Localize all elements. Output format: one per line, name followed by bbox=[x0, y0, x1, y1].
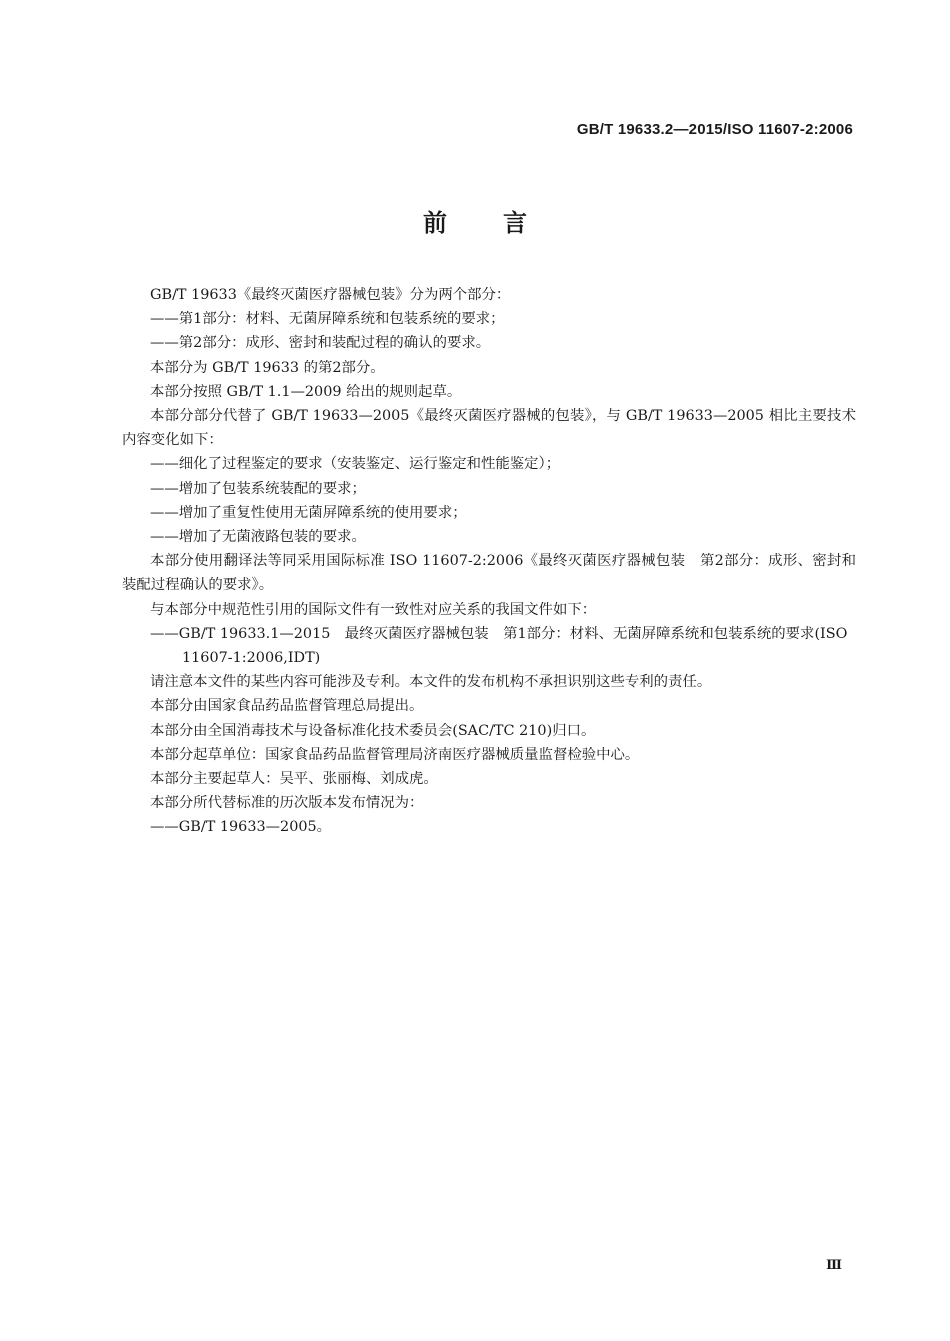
paragraph-normative-references: 与本部分中规范性引用的国际文件有一致性对应关系的我国文件如下： bbox=[150, 601, 597, 618]
list-item-change-4: ——增加了无菌液路包装的要求。 bbox=[150, 529, 366, 546]
paragraph-proposed-by: 本部分由国家食品药品监督管理总局提出。 bbox=[150, 698, 424, 715]
standard-number-header: GB/T 19633.2—2015/ISO 11607-2:2006 bbox=[576, 121, 853, 138]
list-item-part-2: ——第2部分：成形、密封和装配过程的确认的要求。 bbox=[150, 335, 491, 352]
paragraph-parts-intro: GB/T 19633《最终灭菌医疗器械包装》分为两个部分： bbox=[150, 287, 511, 303]
paragraph-translation-method: 本部分使用翻译法等同采用国际标准 ISO 11607-2:2006《最终灭菌医疗器械包装 第2部分：成形、密封和装配过程确认的要求》。 bbox=[122, 553, 856, 594]
foreword-body bbox=[122, 283, 856, 840]
paragraph-previous-editions: 本部分所代替标准的历次版本发布情况为： bbox=[150, 795, 424, 812]
list-item-change-3: ——增加了重复性使用无菌屏障系统的使用要求； bbox=[150, 504, 467, 521]
paragraph-this-part: 本部分为 GB/T 19633 的第2部分。 bbox=[150, 359, 385, 376]
paragraph-replaces: 本部分部分代替了 GB/T 19633—2005《最终灭菌医疗器械的包装》，与 GB/T 19633—2005 相比主要技术内容变化如下： bbox=[122, 408, 856, 449]
page-number: Ⅲ bbox=[826, 1258, 842, 1273]
paragraph-drafters: 本部分主要起草人：吴平、张丽梅、刘成虎。 bbox=[150, 771, 438, 788]
list-item-change-2: ——增加了包装系统装配的要求； bbox=[150, 480, 366, 497]
list-item-reference-1: ——GB/T 19633.1—2015 最终灭菌医疗器械包装 第1部分：材料、无菌屏障系统和包装系统的要求(ISO 11607-1:2006,IDT) bbox=[150, 625, 848, 667]
title-char-2: 言 bbox=[503, 209, 527, 237]
list-item-change-1: ——细化了过程鉴定的要求（安装鉴定、运行鉴定和性能鉴定）； bbox=[150, 456, 561, 473]
page-title bbox=[0, 203, 950, 238]
list-item-part-1: ——第1部分：材料、无菌屏障系统和包装系统的要求； bbox=[150, 311, 505, 328]
paragraph-administered-by: 本部分由全国消毒技术与设备标准化技术委员会(SAC/TC 210)归口。 bbox=[150, 722, 596, 739]
paragraph-drafting-unit: 本部分起草单位：国家食品药品监督管理局济南医疗器械质量监督检验中心。 bbox=[150, 746, 640, 763]
paragraph-drafting-rules: 本部分按照 GB/T 1.1—2009 给出的规则起草。 bbox=[150, 383, 462, 400]
list-item-previous-edition-1: ——GB/T 19633—2005。 bbox=[150, 819, 332, 836]
title-char-1: 前 bbox=[423, 209, 447, 237]
paragraph-patent-notice: 请注意本文件的某些内容可能涉及专利。本文件的发布机构不承担识别这些专利的责任。 bbox=[150, 674, 712, 691]
